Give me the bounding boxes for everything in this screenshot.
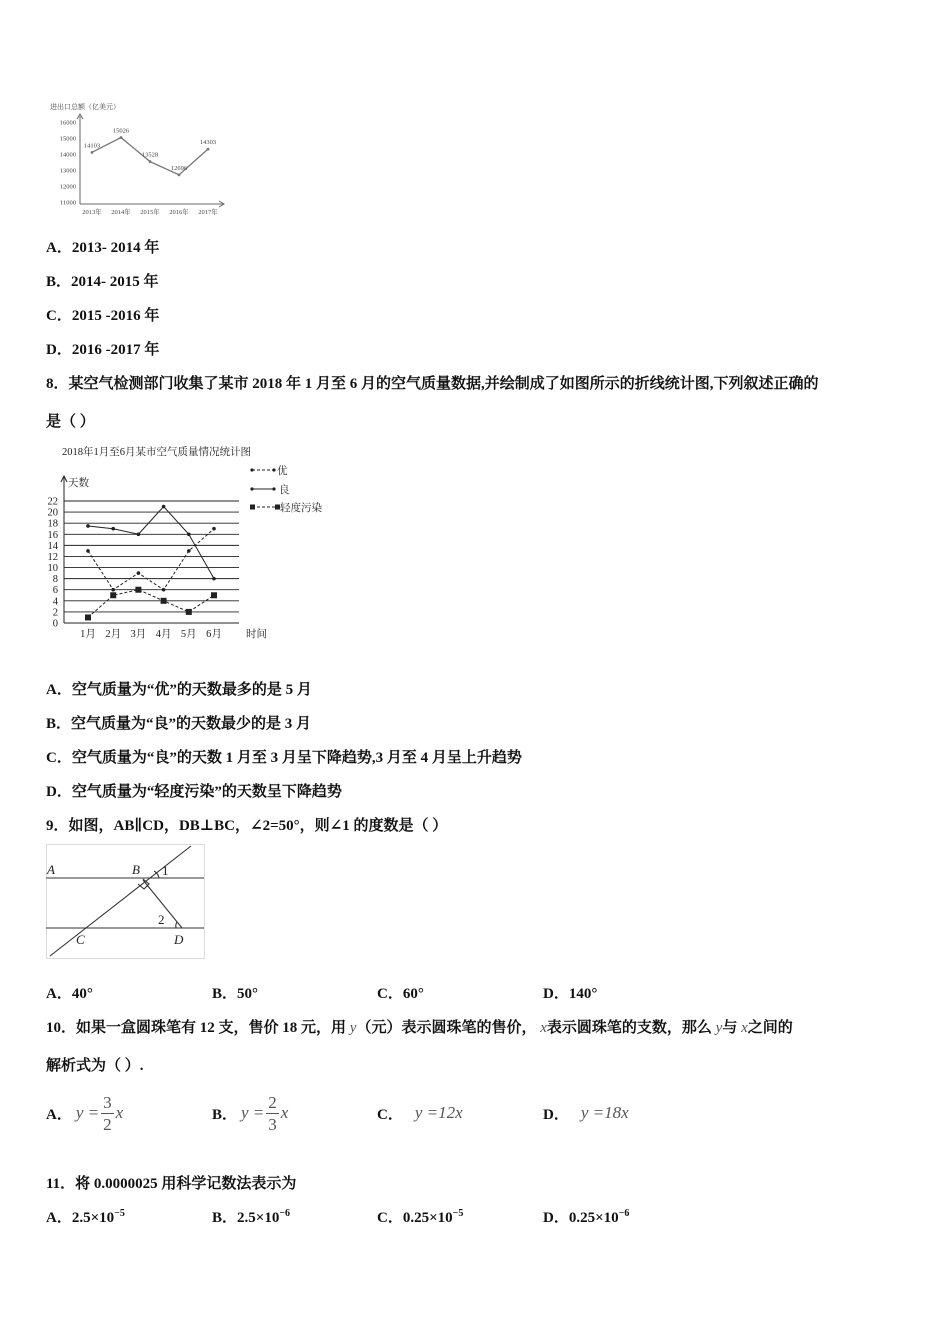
chart2-ytick-label: 20	[47, 507, 58, 519]
chart1-ytick-label: 16000	[59, 119, 76, 127]
q8-stem-line2: 是（ ）	[46, 414, 95, 430]
chart1-xtick-label: 2016年	[169, 209, 189, 216]
chart1-point	[91, 151, 94, 154]
chart1-value-label: 14103	[83, 142, 101, 150]
chart1-value-label: 12696	[170, 164, 188, 172]
q7-option-d: D．2016 -2017 年	[46, 342, 160, 358]
series-excellent-point	[86, 549, 90, 553]
chart2-ytick-label: 6	[52, 585, 58, 597]
chart1-xtick-label: 2014年	[111, 209, 131, 216]
q10-option-c: C． y =12x	[377, 1103, 463, 1123]
chart1-ylabel: 进出口总额（亿美元）	[50, 103, 120, 111]
q10-stem-line2: 解析式为（ ）.	[46, 1058, 144, 1074]
q7-option-c: C．2015 -2016 年	[46, 308, 160, 324]
label-point-c: C	[76, 932, 85, 947]
chart2-title: 2018年1月至6月某市空气质量情况统计图	[62, 447, 251, 458]
series-light-pollution-point	[85, 614, 91, 620]
chart1-value-label: 13528	[141, 151, 159, 159]
q10-option-a: A． y = $\frac{3}{2}$ x	[46, 1092, 124, 1134]
chart2-ytick-label: 16	[47, 529, 58, 541]
q11-option-c: C．$0.25\times 10^{-5}$	[377, 1208, 464, 1226]
angle-2-arc	[176, 922, 177, 928]
chart1-point	[178, 173, 181, 176]
q11-option-b: B．$2.5\times 10^{-6}$	[212, 1208, 291, 1226]
series-light-pollution-point	[135, 587, 141, 593]
chart2-xtick-label: 6月	[206, 629, 222, 640]
chart2-xtick-label: 1月	[80, 629, 96, 640]
transversal-bc	[50, 846, 191, 956]
chart2-xtick-label: 3月	[130, 629, 147, 640]
series-light-pollution-point	[161, 598, 167, 604]
q11-stem: 11．将 0.0000025 用科学记数法表示为	[46, 1176, 297, 1192]
series-excellent-point	[162, 588, 166, 592]
chart1-point	[207, 148, 210, 151]
label-point-d: D	[174, 932, 184, 947]
q9-option-c: C．60°	[377, 986, 424, 1002]
series-excellent-point	[137, 571, 141, 575]
label-angle-2: 2	[158, 912, 165, 927]
parallel-lines-figure	[46, 844, 206, 960]
series-light-pollution-point	[186, 609, 192, 615]
chart2-xtick-label: 2月	[105, 629, 122, 640]
q10-stem-line1: 10．如果一盒圆珠笔有 12 支，售价 18 元，用 y（元）表示圆珠笔的售价， x表示圆珠笔的支数，那么 y与 x之间的	[46, 1020, 793, 1036]
chart2-ytick-label: 22	[47, 496, 58, 508]
chart1-ytick-label: 15000	[59, 135, 76, 143]
series-excellent-point	[187, 549, 191, 553]
chart1-point	[149, 160, 152, 163]
label-angle-1: 1	[162, 863, 169, 878]
chart1-point	[120, 136, 123, 139]
q11-option-d: D．$0.25\times 10^{-6}$	[543, 1208, 630, 1226]
q8-stem-line1: 8．某空气检测部门收集了某市 2018 年 1 月至 6 月的空气质量数据,并绘制成了如图所示的折线统计图,下列叙述正确的	[46, 376, 819, 392]
air-quality-line-chart	[46, 440, 346, 640]
q8-option-d: D．空气质量为“轻度污染”的天数呈下降趋势	[46, 784, 342, 800]
chart1-ytick-label: 14000	[59, 151, 76, 159]
chart2-ytick-label: 10	[47, 563, 58, 575]
series-light-pollution-point	[211, 592, 217, 598]
chart2-ytick-label: 2	[52, 607, 58, 619]
series-good-point	[137, 532, 141, 536]
legend-item-good	[250, 483, 290, 496]
legend-label-good: 良	[279, 485, 290, 496]
chart2-ylabel: 天数	[68, 478, 89, 489]
legend-label-excellent: 优	[277, 466, 288, 477]
label-point-b: B	[132, 862, 140, 877]
chart2-ytick-label: 0	[52, 618, 58, 630]
series-good-point	[86, 524, 90, 528]
series-excellent-line	[88, 529, 214, 590]
q10-option-b: B． y = $\frac{2}{3}$ x	[212, 1092, 289, 1134]
chart1-xtick-label: 2015年	[140, 209, 160, 216]
chart2-ytick-label: 8	[52, 574, 58, 586]
chart1-xtick-label: 2017年	[198, 209, 218, 216]
q8-option-c: C．空气质量为“良”的天数 1 月至 3 月呈下降趋势,3 月至 4 月呈上升趋势	[46, 750, 522, 766]
q9-stem: 9．如图，AB∥CD，DB⊥BC，∠2=50°，则∠1 的度数是（ ）	[46, 818, 448, 834]
q8-option-a: A．空气质量为“优”的天数最多的是 5 月	[46, 682, 312, 698]
q9-option-a: A．40°	[46, 986, 93, 1002]
series-excellent-point	[212, 527, 216, 531]
series-light-pollution-point	[110, 592, 116, 598]
series-good-point	[111, 527, 115, 531]
chart2-legend	[250, 464, 322, 514]
legend-label-light-pollution: 轻度污染	[280, 503, 322, 514]
series-light-pollution-line	[88, 590, 214, 618]
chart2-ytick-label: 18	[47, 518, 58, 530]
chart1-ytick-label: 12000	[59, 183, 76, 191]
q9-option-b: B．50°	[212, 986, 259, 1002]
chart1-ytick-label: 13000	[59, 167, 76, 175]
chart2-xlabel: 时间	[246, 629, 267, 640]
chart2-xtick-label: 4月	[155, 629, 172, 640]
chart1-value-label: 15026	[112, 127, 130, 135]
q11-option-a: A．$2.5\times 10^{-5}$	[46, 1208, 125, 1226]
chart2-ytick-label: 4	[52, 596, 58, 608]
series-good-point	[212, 577, 216, 581]
chart1-xtick-label: 2013年	[82, 209, 102, 216]
chart1-ytick-label: 11000	[59, 199, 76, 207]
label-point-a: A	[47, 862, 55, 877]
q8-option-b: B．空气质量为“良”的天数最少的是 3 月	[46, 716, 312, 732]
q7-option-b: B．2014- 2015 年	[46, 274, 159, 290]
series-good-point	[162, 505, 166, 509]
chart2-ytick-label: 12	[47, 551, 58, 563]
legend-item-excellent	[250, 464, 288, 477]
chart1-value-label: 14303	[199, 139, 217, 147]
q9-option-d: D．140°	[543, 986, 598, 1002]
q7-option-a: A．2013- 2014 年	[46, 240, 160, 256]
trade-total-line-chart	[46, 96, 236, 224]
series-good-point	[187, 532, 191, 536]
q10-option-d: D． y =18x	[543, 1103, 629, 1123]
chart2-ytick-label: 14	[47, 540, 58, 552]
series-excellent-point	[111, 588, 115, 592]
legend-item-light-pollution	[250, 501, 322, 514]
chart2-xtick-label: 5月	[180, 629, 197, 640]
